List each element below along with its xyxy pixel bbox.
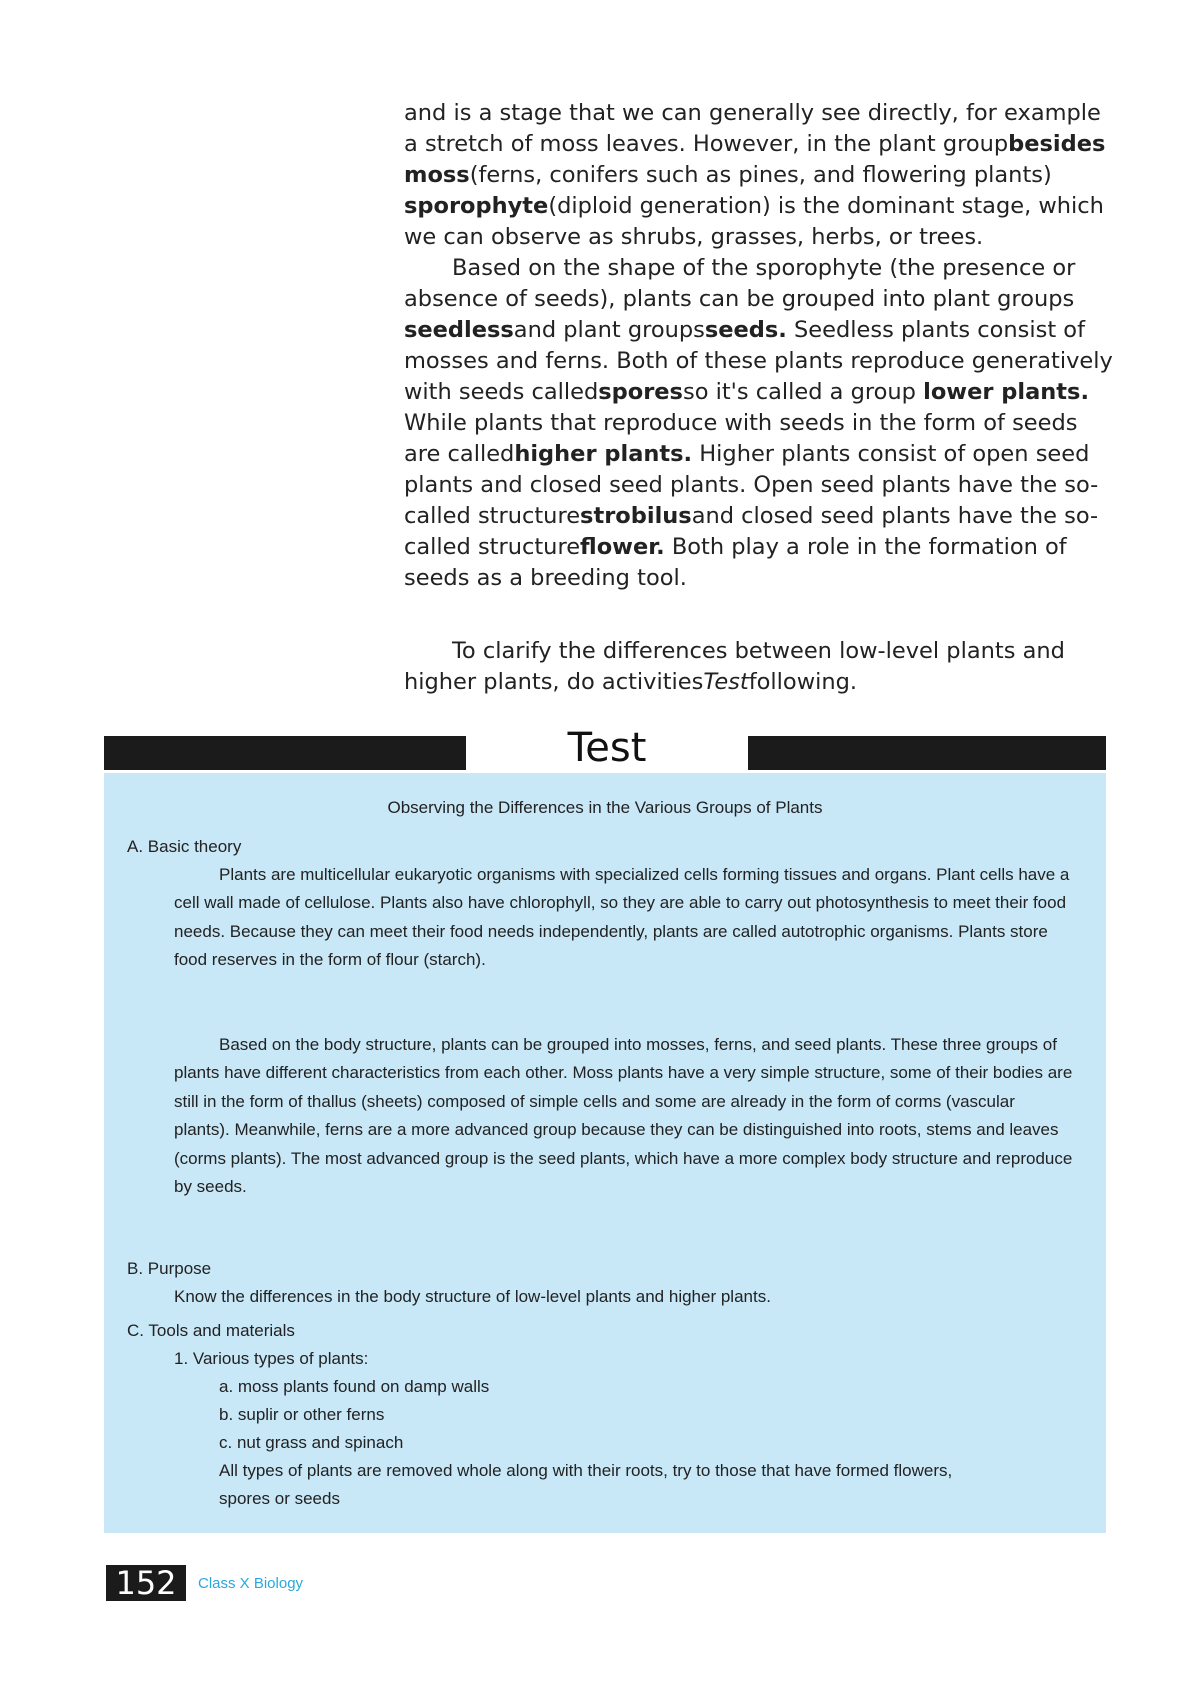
footer-label: Class X Biology xyxy=(198,1575,304,1592)
section-c-heading: C. Tools and materials xyxy=(127,1321,295,1340)
header-bar-right xyxy=(748,736,1106,770)
section-b-heading: B. Purpose xyxy=(127,1259,212,1278)
basic-theory-paragraph-1: Plants are multicellular eukaryotic organisms with specialized cells forming tissues and organs. Plant cells have a cell wall made of cellulose. Plants also have chlorophyll, so they are able to carry out photosynthesis to meet their food needs. Because they can meet their food needs independently, plants are called autotrophic organisms. Plants store food reserves in the form of flour (starch). xyxy=(174,865,1070,970)
list-item: c. nut grass and spinach xyxy=(219,1433,404,1452)
basic-theory-paragraph-2: Based on the body structure, plants can be grouped into mosses, ferns, and seed plants. These three groups of plants have different characteristics from each other. Moss plants have a very simple structure, some of their bodies are still in the form of thallus (sheets) composed of simple cells and some are already in the form of corms (vascular plants). Meanwhile, ferns are a more advanced group because they can be distinguished into roots, stems and leaves (corms plants). The most advanced group is the seed plants, which have a more complex body structure and reproduce by seeds. xyxy=(174,1035,1073,1197)
test-box xyxy=(104,773,1106,1533)
materials-note: spores or seeds xyxy=(219,1489,340,1508)
section-a-heading: A. Basic theory xyxy=(127,837,242,856)
header-bar-left xyxy=(104,736,466,770)
paragraph-1: and is a stage that we can generally see directly, for example a stretch of moss leaves. However, in the plant groupbesides moss(ferns, conifers such as pines, and flowering plants) sporophyte(diploid generation) is the dominant stage, which we can observe as shrubs, grasses, herbs, or trees. xyxy=(404,100,1106,250)
list-item: b. suplir or other ferns xyxy=(219,1405,385,1424)
purpose-text: Know the differences in the body structure of low-level plants and higher plants. xyxy=(174,1287,771,1306)
main-text xyxy=(404,98,1116,698)
paragraph-2: Based on the shape of the sporophyte (the presence or absence of seeds), plants can be grouped into plant groups seedlessand plant groupsseeds. Seedless plants consist of mosses and ferns. Both of these plants reproduce generatively with seeds calledsporesso it's called a group lower plants. While plants that reproduce with seeds in the form of seeds are calledhigher plants. Higher plants consist of open seed plants and closed seed plants. Open seed plants have the so-called structurestrobilusand closed seed plants have the so-called structureflower. Both play a role in the formation of seeds as a breeding tool. xyxy=(404,255,1113,591)
page-number: 152 xyxy=(106,1565,186,1601)
list-item: 1. Various types of plants: xyxy=(174,1349,369,1368)
test-subtitle: Observing the Differences in the Various Groups of Plants xyxy=(387,798,823,817)
list-item: a. moss plants found on damp walls xyxy=(219,1377,490,1396)
paragraph-3: To clarify the differences between low-level plants and higher plants, do activitiesTestfollowing. xyxy=(404,638,1065,695)
test-title: Test xyxy=(567,725,647,771)
materials-note: All types of plants are removed whole along with their roots, try to those that have formed flowers, xyxy=(219,1461,953,1480)
test-header xyxy=(104,725,1106,773)
